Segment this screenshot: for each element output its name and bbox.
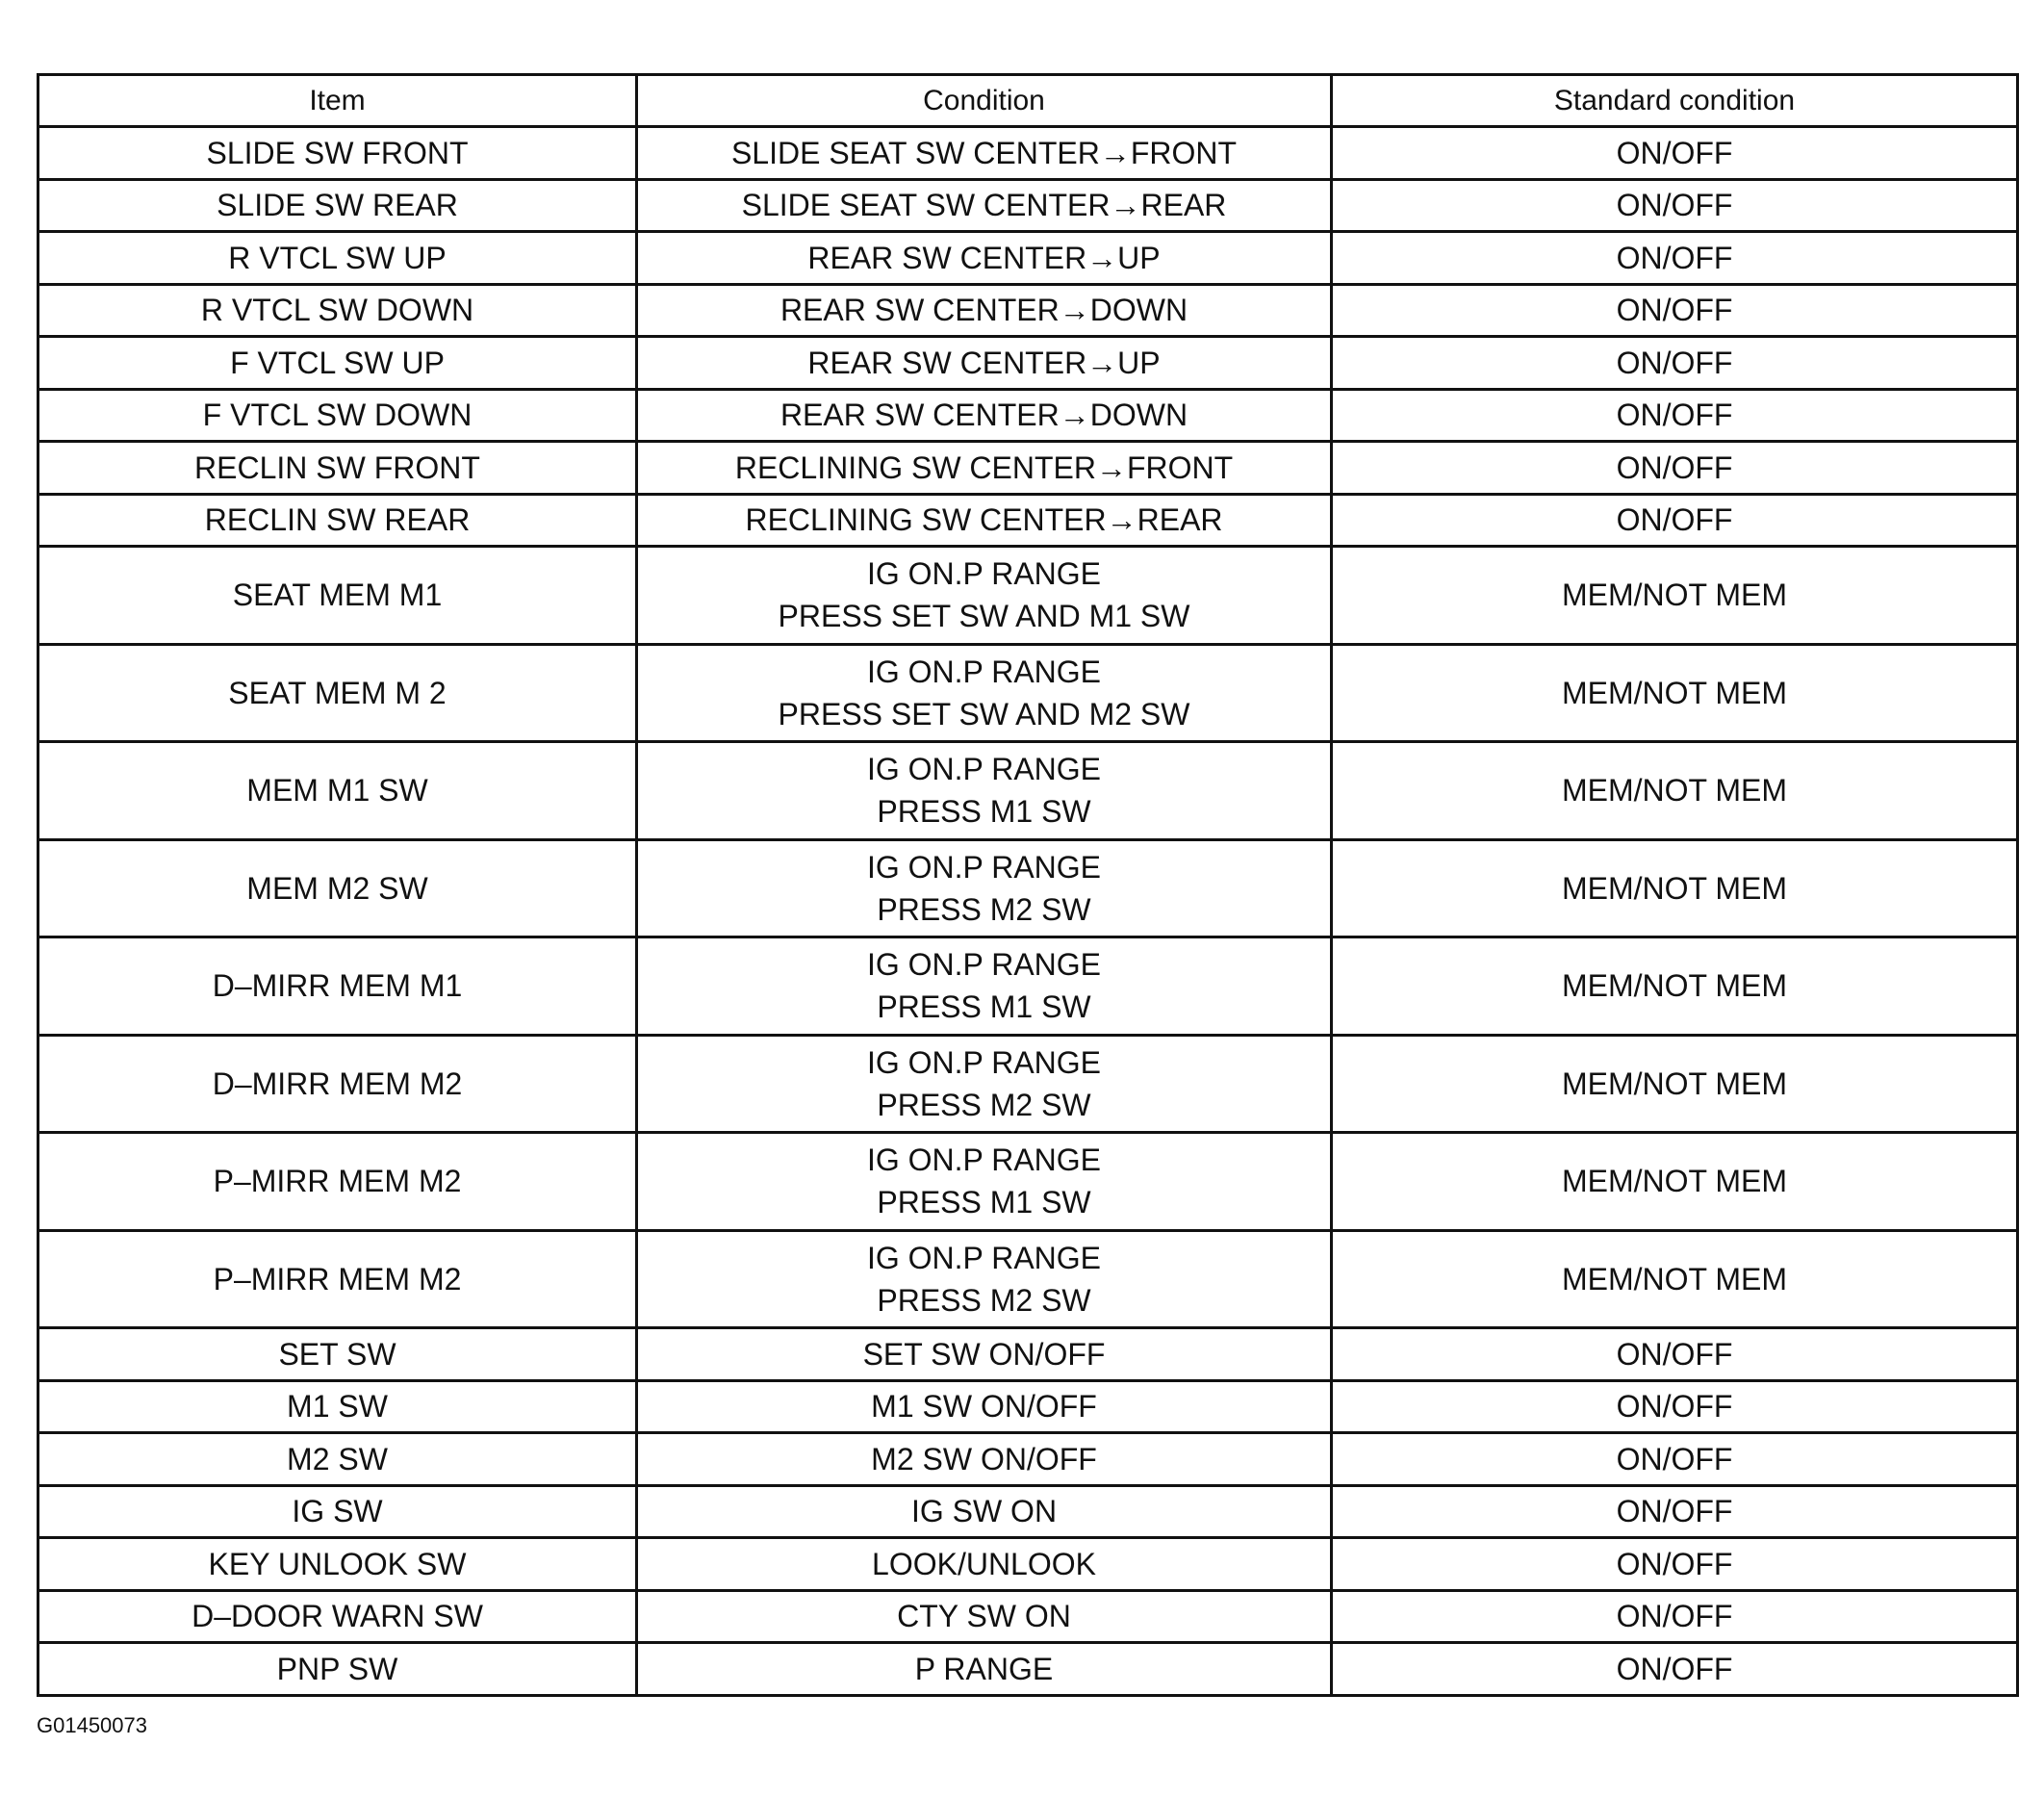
table-row	[38, 337, 2018, 390]
condition-line: IG ON.P RANGE	[866, 556, 1101, 592]
cell-standard-condition: MEM/NOT MEM	[1332, 644, 2018, 742]
table-row	[38, 127, 2018, 180]
table-row	[38, 1230, 2018, 1328]
table-row	[38, 179, 2018, 232]
cell-condition	[637, 1538, 1332, 1591]
condition-line: LOOK/UNLOOK	[872, 1546, 1096, 1581]
cell-condition	[637, 389, 1332, 442]
condition-line: REAR SW CENTER→DOWN	[779, 293, 1188, 328]
condition-line: M2 SW ON/OFF	[871, 1441, 1097, 1476]
cell-condition	[637, 1035, 1332, 1133]
table-row	[38, 1380, 2018, 1433]
cell-standard-condition: ON/OFF	[1332, 1328, 2018, 1381]
cell-item: R VTCL SW UP	[38, 232, 637, 285]
cell-item: SLIDE SW REAR	[38, 179, 637, 232]
table-row	[38, 232, 2018, 285]
cell-item: M1 SW	[38, 1380, 637, 1433]
cell-item: M2 SW	[38, 1433, 637, 1486]
cell-condition	[637, 1230, 1332, 1328]
cell-item: F VTCL SW DOWN	[38, 389, 637, 442]
cell-standard-condition: ON/OFF	[1332, 389, 2018, 442]
cell-item: D–DOOR WARN SW	[38, 1590, 637, 1643]
cell-condition	[637, 839, 1332, 937]
cell-condition	[637, 232, 1332, 285]
table-row	[38, 1538, 2018, 1591]
cell-standard-condition: ON/OFF	[1332, 1643, 2018, 1696]
condition-line: IG ON.P RANGE	[866, 1240, 1101, 1275]
condition-line: IG ON.P RANGE	[866, 1044, 1101, 1080]
table-row	[38, 389, 2018, 442]
table-row	[38, 1485, 2018, 1538]
cell-standard-condition: ON/OFF	[1332, 1485, 2018, 1538]
header-condition: Condition	[637, 75, 1332, 127]
cell-item: F VTCL SW UP	[38, 337, 637, 390]
diagnostic-table	[37, 73, 2019, 1697]
cell-condition	[637, 1590, 1332, 1643]
cell-item: D–MIRR MEM M2	[38, 1035, 637, 1133]
table-row	[38, 1590, 2018, 1643]
table-row	[38, 547, 2018, 645]
cell-condition	[637, 442, 1332, 495]
condition-line: PRESS M2 SW	[877, 1282, 1091, 1318]
cell-item: SEAT MEM M 2	[38, 644, 637, 742]
cell-standard-condition: ON/OFF	[1332, 494, 2018, 547]
condition-line: PRESS M1 SW	[877, 794, 1091, 830]
cell-condition	[637, 1485, 1332, 1538]
condition-line: IG ON.P RANGE	[866, 849, 1101, 885]
cell-condition	[637, 284, 1332, 337]
condition-line: IG ON.P RANGE	[866, 947, 1101, 983]
condition-line: PRESS M1 SW	[877, 989, 1091, 1025]
cell-item: MEM M1 SW	[38, 742, 637, 840]
table-row	[38, 442, 2018, 495]
condition-line: PRESS SET SW AND M1 SW	[778, 599, 1190, 634]
table-row	[38, 1133, 2018, 1231]
cell-standard-condition: MEM/NOT MEM	[1332, 742, 2018, 840]
table-row	[38, 1433, 2018, 1486]
cell-item: SEAT MEM M1	[38, 547, 637, 645]
cell-condition	[637, 742, 1332, 840]
cell-item: SET SW	[38, 1328, 637, 1381]
table-row	[38, 1643, 2018, 1696]
table-row	[38, 1328, 2018, 1381]
cell-condition	[637, 1643, 1332, 1696]
cell-condition	[637, 1133, 1332, 1231]
condition-line: IG SW ON	[910, 1494, 1058, 1529]
cell-item: KEY UNLOOK SW	[38, 1538, 637, 1591]
table-row	[38, 644, 2018, 742]
condition-line: SET SW ON/OFF	[862, 1336, 1106, 1372]
condition-line: M1 SW ON/OFF	[871, 1389, 1097, 1425]
cell-standard-condition: MEM/NOT MEM	[1332, 937, 2018, 1036]
condition-line: REAR SW CENTER→UP	[807, 345, 1161, 380]
table-header-row	[38, 75, 2018, 127]
cell-standard-condition: MEM/NOT MEM	[1332, 1133, 2018, 1231]
condition-line: REAR SW CENTER→DOWN	[779, 398, 1188, 433]
condition-line: PRESS SET SW AND M2 SW	[778, 696, 1190, 732]
condition-line: IG ON.P RANGE	[866, 752, 1101, 787]
condition-line: PRESS M2 SW	[877, 891, 1091, 927]
cell-standard-condition: MEM/NOT MEM	[1332, 839, 2018, 937]
cell-condition	[637, 337, 1332, 390]
cell-item: PNP SW	[38, 1643, 637, 1696]
cell-standard-condition: MEM/NOT MEM	[1332, 1230, 2018, 1328]
cell-standard-condition: ON/OFF	[1332, 442, 2018, 495]
cell-standard-condition: ON/OFF	[1332, 284, 2018, 337]
cell-item: P–MIRR MEM M2	[38, 1133, 637, 1231]
cell-condition	[637, 127, 1332, 180]
condition-line: SLIDE SEAT SW CENTER→REAR	[741, 188, 1227, 223]
header-item: Item	[38, 75, 637, 127]
cell-standard-condition: ON/OFF	[1332, 1538, 2018, 1591]
cell-condition	[637, 1433, 1332, 1486]
cell-standard-condition: ON/OFF	[1332, 179, 2018, 232]
condition-line: CTY SW ON	[897, 1599, 1071, 1634]
cell-standard-condition: MEM/NOT MEM	[1332, 547, 2018, 645]
cell-standard-condition: ON/OFF	[1332, 1590, 2018, 1643]
cell-standard-condition: ON/OFF	[1332, 337, 2018, 390]
condition-line: P RANGE	[914, 1651, 1054, 1686]
table-row	[38, 494, 2018, 547]
condition-line: REAR SW CENTER→UP	[807, 240, 1161, 275]
cell-item: P–MIRR MEM M2	[38, 1230, 637, 1328]
condition-line: SLIDE SEAT SW CENTER→FRONT	[730, 135, 1238, 170]
cell-condition	[637, 179, 1332, 232]
cell-item: RECLIN SW FRONT	[38, 442, 637, 495]
cell-standard-condition: ON/OFF	[1332, 1380, 2018, 1433]
cell-item: SLIDE SW FRONT	[38, 127, 637, 180]
cell-condition	[637, 937, 1332, 1036]
table-row	[38, 937, 2018, 1036]
cell-item: D–MIRR MEM M1	[38, 937, 637, 1036]
cell-standard-condition: ON/OFF	[1332, 232, 2018, 285]
condition-line: PRESS M1 SW	[877, 1185, 1091, 1220]
cell-item: RECLIN SW REAR	[38, 494, 637, 547]
header-standard-condition: Standard condition	[1332, 75, 2018, 127]
condition-line: IG ON.P RANGE	[866, 654, 1101, 689]
cell-standard-condition: MEM/NOT MEM	[1332, 1035, 2018, 1133]
table-row	[38, 742, 2018, 840]
condition-line: RECLINING SW CENTER→REAR	[745, 502, 1223, 538]
table-row	[38, 284, 2018, 337]
cell-condition	[637, 547, 1332, 645]
cell-condition	[637, 644, 1332, 742]
condition-line: IG ON.P RANGE	[866, 1142, 1101, 1178]
table-body	[38, 127, 2018, 1696]
cell-standard-condition: ON/OFF	[1332, 127, 2018, 180]
cell-standard-condition: ON/OFF	[1332, 1433, 2018, 1486]
cell-condition	[637, 494, 1332, 547]
cell-item: IG SW	[38, 1485, 637, 1538]
table-row	[38, 839, 2018, 937]
figure-id: G01450073	[37, 1713, 147, 1737]
cell-condition	[637, 1380, 1332, 1433]
cell-item: MEM M2 SW	[38, 839, 637, 937]
condition-line: PRESS M2 SW	[877, 1087, 1091, 1122]
condition-line: RECLINING SW CENTER→FRONT	[734, 449, 1234, 485]
cell-condition	[637, 1328, 1332, 1381]
table-row	[38, 1035, 2018, 1133]
cell-item: R VTCL SW DOWN	[38, 284, 637, 337]
